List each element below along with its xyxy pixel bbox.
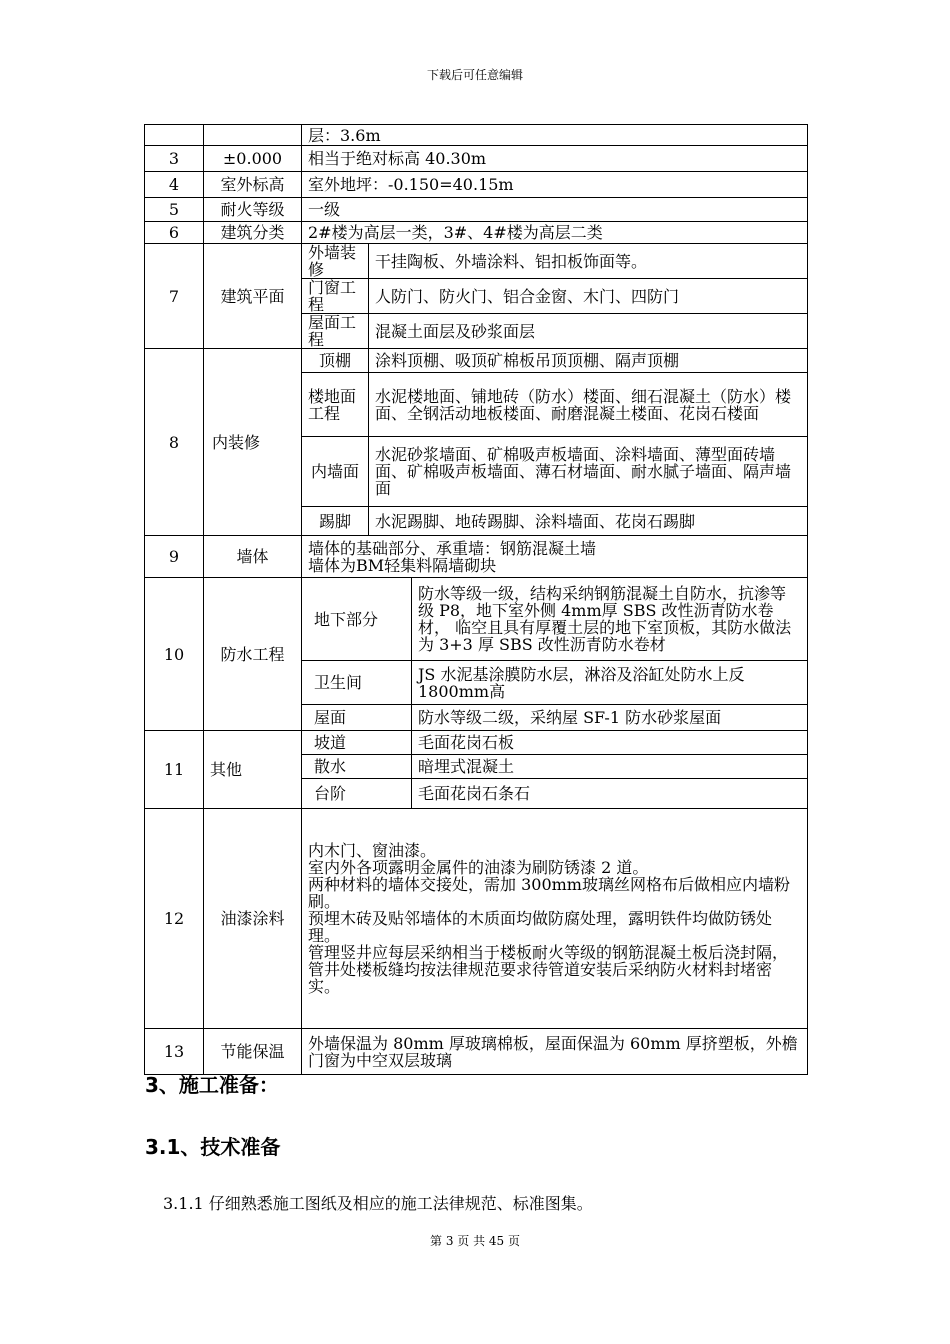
content-line: 室内外各项露明金属件的油漆为刷防锈漆 2 道。 [308, 858, 649, 877]
sub-item-cell: 踢脚 [302, 507, 369, 536]
sub-item-cell: 散水 [302, 755, 412, 779]
row-number-cell: 10 [145, 578, 204, 731]
sub-item-cell: 屋面工程 [302, 314, 369, 349]
row-content-cell: 一级 [302, 198, 808, 222]
table-row [145, 198, 808, 222]
sub-item-cell: 地下部分 [302, 578, 412, 661]
row-content-cell: 相当于绝对标高 40.30m [302, 146, 808, 172]
row-number-cell: 9 [145, 536, 204, 578]
row-number-cell: 8 [145, 349, 204, 536]
row-number-cell: 5 [145, 198, 204, 222]
sub-content-cell: 人防门、防火门、铝合金窗、木门、四防门 [369, 279, 808, 314]
row-number-cell: 11 [145, 731, 204, 809]
row-number-cell: 13 [145, 1029, 204, 1075]
row-number-cell [145, 125, 204, 146]
sub-content-cell: 毛面花岗石条石 [412, 779, 808, 809]
table-row [145, 809, 808, 1029]
table-row [145, 125, 808, 146]
table-row [145, 172, 808, 198]
row-name-cell: 防水工程 [204, 578, 302, 731]
sub-item-cell: 台阶 [302, 779, 412, 809]
row-number-cell: 4 [145, 172, 204, 198]
row-name-cell: ±0.000 [204, 146, 302, 172]
sub-content-cell: 涂料顶棚、吸顶矿棉板吊顶顶棚、隔声顶棚 [369, 349, 808, 373]
row-name-cell [204, 125, 302, 146]
content-line: 墙体的基础部分、承重墙：钢筋混凝土墙 [308, 538, 597, 558]
page-header: 下载后可任意编辑 [426, 68, 523, 82]
table-row [145, 349, 808, 373]
row-number-cell: 3 [145, 146, 204, 172]
sub-content-cell: 干挂陶板、外墙涂料、铝扣板饰面等。 [369, 244, 808, 279]
content-line: 管理竖井应每层采纳相当于楼板耐火等级的钢筋混凝土板后浇封隔，管井处楼板缝均按法律规范要求待管道安装后采纳防火材料封堵密实。 [308, 943, 789, 996]
sub-item-cell: 内墙面 [302, 437, 369, 507]
row-name-cell: 建筑分类 [204, 222, 302, 244]
row-name-cell: 节能保温 [204, 1029, 302, 1075]
sub-content-cell: 暗埋式混凝土 [412, 755, 808, 779]
sub-item-cell: 坡道 [302, 731, 412, 755]
section-heading: 3、施工准备： [145, 1073, 279, 1097]
row-content-cell: 2#楼为高层一类，3#、4#楼为高层二类 [302, 222, 808, 244]
table-row [145, 536, 808, 578]
row-name-cell: 耐火等级 [204, 198, 302, 222]
table-row [145, 1029, 808, 1075]
row-content-cell [302, 809, 808, 1029]
content-line: 两种材料的墙体交接处，需加 300mm玻璃丝网格布后做相应内墙粉刷。 [308, 875, 790, 911]
sub-item-cell: 楼地面工程 [302, 373, 369, 437]
row-name-cell: 油漆涂料 [204, 809, 302, 1029]
table-row [145, 578, 808, 661]
content-line: 内木门、窗油漆。 [308, 841, 437, 860]
sub-content-cell: 水泥楼地面、铺地砖（防水）楼面、细石混凝土（防水）楼面、全钢活动地板楼面、耐磨混凝土楼面、花岗石楼面 [369, 373, 808, 437]
row-name-cell: 建筑平面 [204, 244, 302, 349]
sub-item-cell: 外墙装修 [302, 244, 369, 279]
sub-content-cell: JS 水泥基涂膜防水层，淋浴及浴缸处防水上反 1800mm高 [412, 661, 808, 705]
sub-content-cell: 毛面花岗石板 [412, 731, 808, 755]
sub-content-cell: 混凝土面层及砂浆面层 [369, 314, 808, 349]
sub-content-cell: 防水等级一级，结构采纳钢筋混凝土自防水，抗渗等级 P8，地下室外侧 4mm厚 SBS 改性沥青防水卷材， 临空且具有厚覆土层的地下室顶板，其防水做法为 3+3 厚 SBS 改性沥青防水卷材 [412, 578, 808, 661]
row-name-cell: 内装修 [204, 349, 302, 536]
sub-content-cell: 水泥砂浆墙面、矿棉吸声板墙面、涂料墙面、薄型面砖墙面、矿棉吸声板墙面、薄石材墙面、耐水腻子墙面、隔声墙面 [369, 437, 808, 507]
building-spec-table [144, 124, 808, 1075]
sub-content-cell: 防水等级二级，采纳屋 SF-1 防水砂浆屋面 [412, 705, 808, 731]
sub-item-cell: 屋面 [302, 705, 412, 731]
row-name-cell: 室外标高 [204, 172, 302, 198]
subsection-heading: 3.1、技术准备 [145, 1135, 281, 1159]
row-name-cell: 其他 [204, 731, 302, 809]
table-row [145, 244, 808, 279]
row-content-cell [302, 536, 808, 578]
table-row [145, 731, 808, 755]
paragraph: 3.1.1 仔细熟悉施工图纸及相应的施工法律规范、标准图集。 [163, 1194, 593, 1213]
row-content-cell: 外墙保温为 80mm 厚玻璃棉板，屋面保温为 60mm 厚挤塑板，外檐门窗为中空双层玻璃 [302, 1029, 808, 1075]
sub-item-cell: 顶棚 [302, 349, 369, 373]
content-line: 墙体为BM轻集料隔墙砌块 [308, 555, 497, 575]
sub-item-cell: 门窗工程 [302, 279, 369, 314]
row-content-cell: 室外地坪：-0.150=40.15m [302, 172, 808, 198]
row-number-cell: 7 [145, 244, 204, 349]
table-row [145, 222, 808, 244]
row-number-cell: 12 [145, 809, 204, 1029]
row-number-cell: 6 [145, 222, 204, 244]
row-content-cell: 层：3.6m [302, 125, 808, 146]
table-row [145, 146, 808, 172]
content-line: 预埋木砖及贴邻墙体的木质面均做防腐处理，露明铁件均做防锈处理。 [308, 909, 773, 945]
row-name-cell: 墙体 [204, 536, 302, 578]
sub-content-cell: 水泥踢脚、地砖踢脚、涂料墙面、花岗石踢脚 [369, 507, 808, 536]
page-footer: 第 3 页 共 45 页 [430, 1234, 520, 1248]
sub-item-cell: 卫生间 [302, 661, 412, 705]
